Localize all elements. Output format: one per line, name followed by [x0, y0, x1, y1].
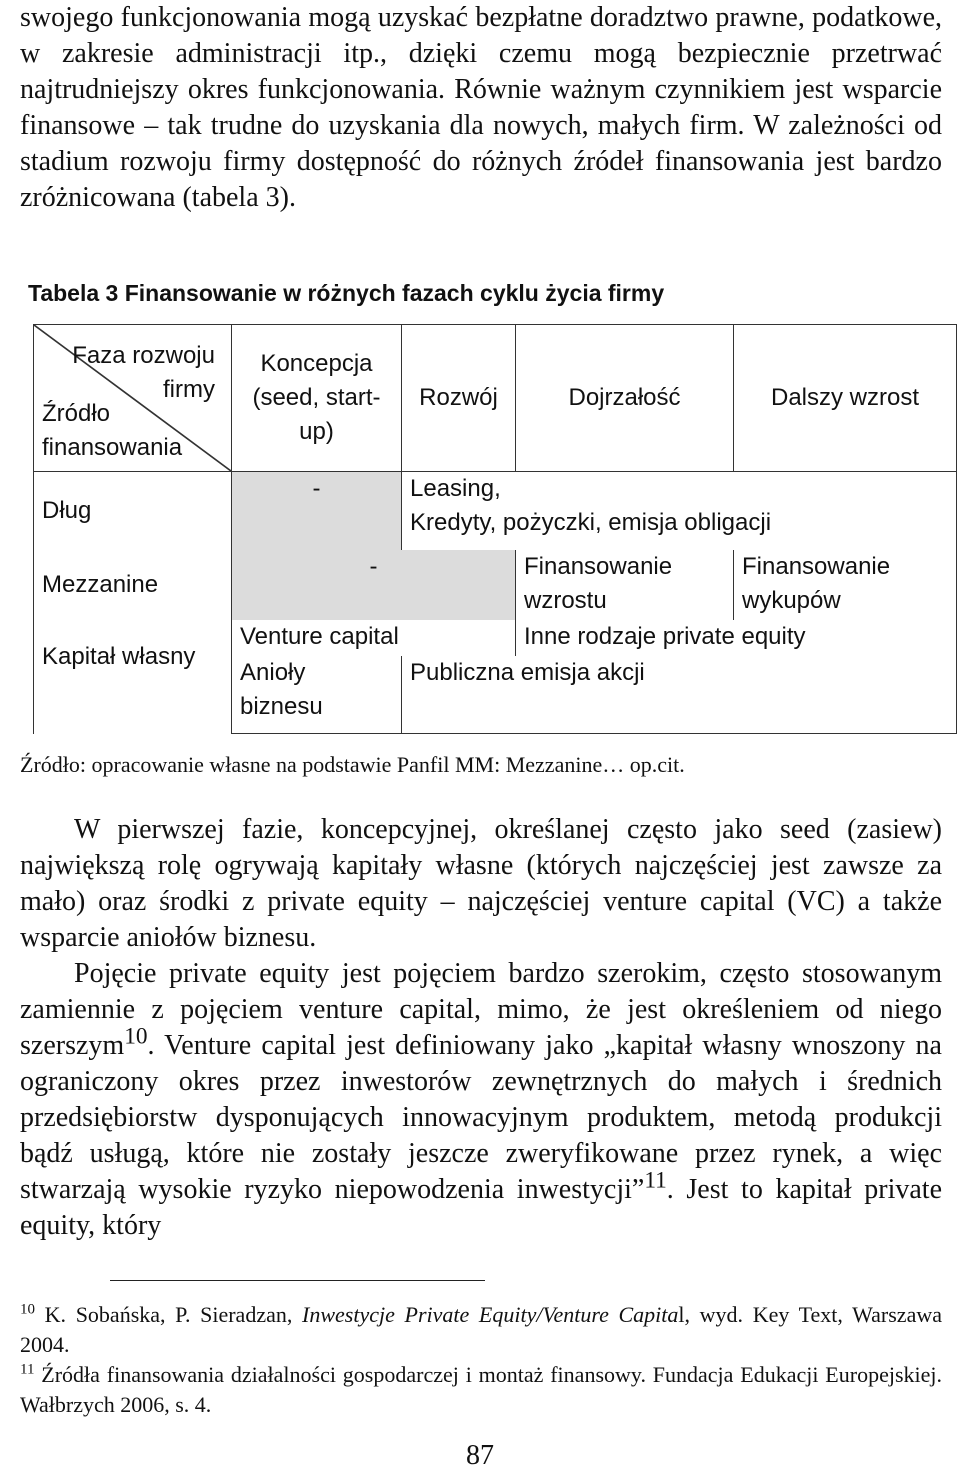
page-number: 87 — [466, 1440, 494, 1471]
corner-top-label: Faza rozwoju firmy — [72, 342, 215, 403]
footnote-10-publisher: l, wyd. Key Text, Warszawa 2004. — [20, 1302, 942, 1357]
paragraph-private-equity — [20, 956, 942, 1244]
table-caption: Tabela 3 Finansowanie w różnych fazach cyklu życia firmy — [28, 280, 665, 306]
row-label-debt: Dług — [34, 472, 232, 550]
debt-concept-cell: - — [232, 472, 402, 550]
paragraph-seed-text: W pierwszej fazie, koncepcyjnej, określanej często jako seed (zasiew) największą rolę ogrywają kapitały własne (których najczęściej jest zawsze za mało) oraz środki z private equity – najczęściej venture capital (VC) a także wsparcie aniołów biznesu. — [20, 814, 942, 953]
footnote-ref-11[interactable]: 11 — [644, 1167, 667, 1194]
header-maturity: Dojrzałość — [516, 325, 734, 472]
mezzanine-growth-cell: Finansowanie wzrostu — [516, 550, 734, 620]
footnote-separator — [110, 1280, 485, 1281]
table-corner-cell — [34, 325, 232, 472]
header-growth: Rozwój — [402, 325, 516, 472]
equity-business-angels: Anioły biznesu — [232, 656, 402, 734]
equity-private-equity: Inne rodzaje private equity — [516, 620, 957, 656]
paragraph-seed — [20, 812, 942, 956]
paragraph-intro: swojego funkcjonowania mogą uzyskać bezpłatne doradztwo prawne, podatkowe, w zakresie administracji itp., dzięki czemu mogą bezpiecznie przetrwać najtrudniejszy okres funkcjonowania. Równie ważnym czynnikiem jest wsparcie finansowe – tak trudne do uzyskania dla nowych, małych firm. W zależności od stadium rozwoju firmy dostępność do różnych źródeł finansowania jest bardzo zróżnicowana (tabela 3). — [20, 2, 942, 213]
row-label-equity: Kapitał własny — [34, 620, 232, 734]
pe-text-3: . Jest to kapitał private equity, który — [20, 1174, 942, 1241]
table-source: Źródło: opracowanie własne na podstawie Panfil MM: Mezzanine… op.cit. — [20, 752, 685, 777]
footnote-10 — [20, 1300, 942, 1360]
footnote-10-authors: K. Sobańska, P. Sieradzan, — [35, 1302, 303, 1327]
footnote-ref-10[interactable]: 10 — [124, 1023, 148, 1050]
debt-line-1: Leasing, — [410, 475, 501, 502]
row-label-mezzanine: Mezzanine — [34, 550, 232, 620]
financing-table — [33, 324, 957, 734]
footnote-11-number: 11 — [20, 1361, 35, 1378]
footnote-11 — [20, 1360, 942, 1420]
mezzanine-dash-cell: - — [232, 550, 516, 620]
pe-text-1: Pojęcie private equity jest pojęciem bardzo szerokim, często stosowanym zamiennie z pojęciem venture capital, mimo, że jest określeniem od niego szerszym — [20, 958, 942, 1061]
footnote-10-title: Inwestycje Private Equity/Venture Capita — [302, 1302, 679, 1327]
mezzanine-buyout-cell: Finansowanie wykupów — [734, 550, 957, 620]
footnote-11-text: Źródła finansowania działalności gospodarczej i montaż finansowy. Fundacja Edukacji Europejskiej. Wałbrzych 2006, s. 4. — [20, 1362, 942, 1417]
header-further-growth: Dalszy wzrost — [734, 325, 957, 472]
equity-venture-capital: Venture capital — [232, 620, 516, 656]
debt-line-2: Kredyty, pożyczki, emisja obligacji — [410, 509, 772, 536]
footnote-10-number: 10 — [20, 1301, 35, 1318]
corner-bottom-label: Źródło finansowania — [42, 400, 183, 461]
debt-content-cell — [402, 472, 957, 550]
header-concept: Koncepcja (seed, start-up) — [232, 325, 402, 472]
pe-text-2: . Venture capital jest definiowany jako „kapitał własny wnoszony na ograniczony okres przez inwestorów zewnętrznych do małych i średnich przedsiębiorstw dysponujących innowacyjnym produktem, metodą produkcji bądź usługą, które nie zostały jeszcze zweryfikowane przez rynek, a więc stwarzają wysokie ryzyko niepowodzenia inwestycji” — [20, 1030, 942, 1205]
equity-ipo: Publiczna emisja akcji — [402, 656, 957, 734]
